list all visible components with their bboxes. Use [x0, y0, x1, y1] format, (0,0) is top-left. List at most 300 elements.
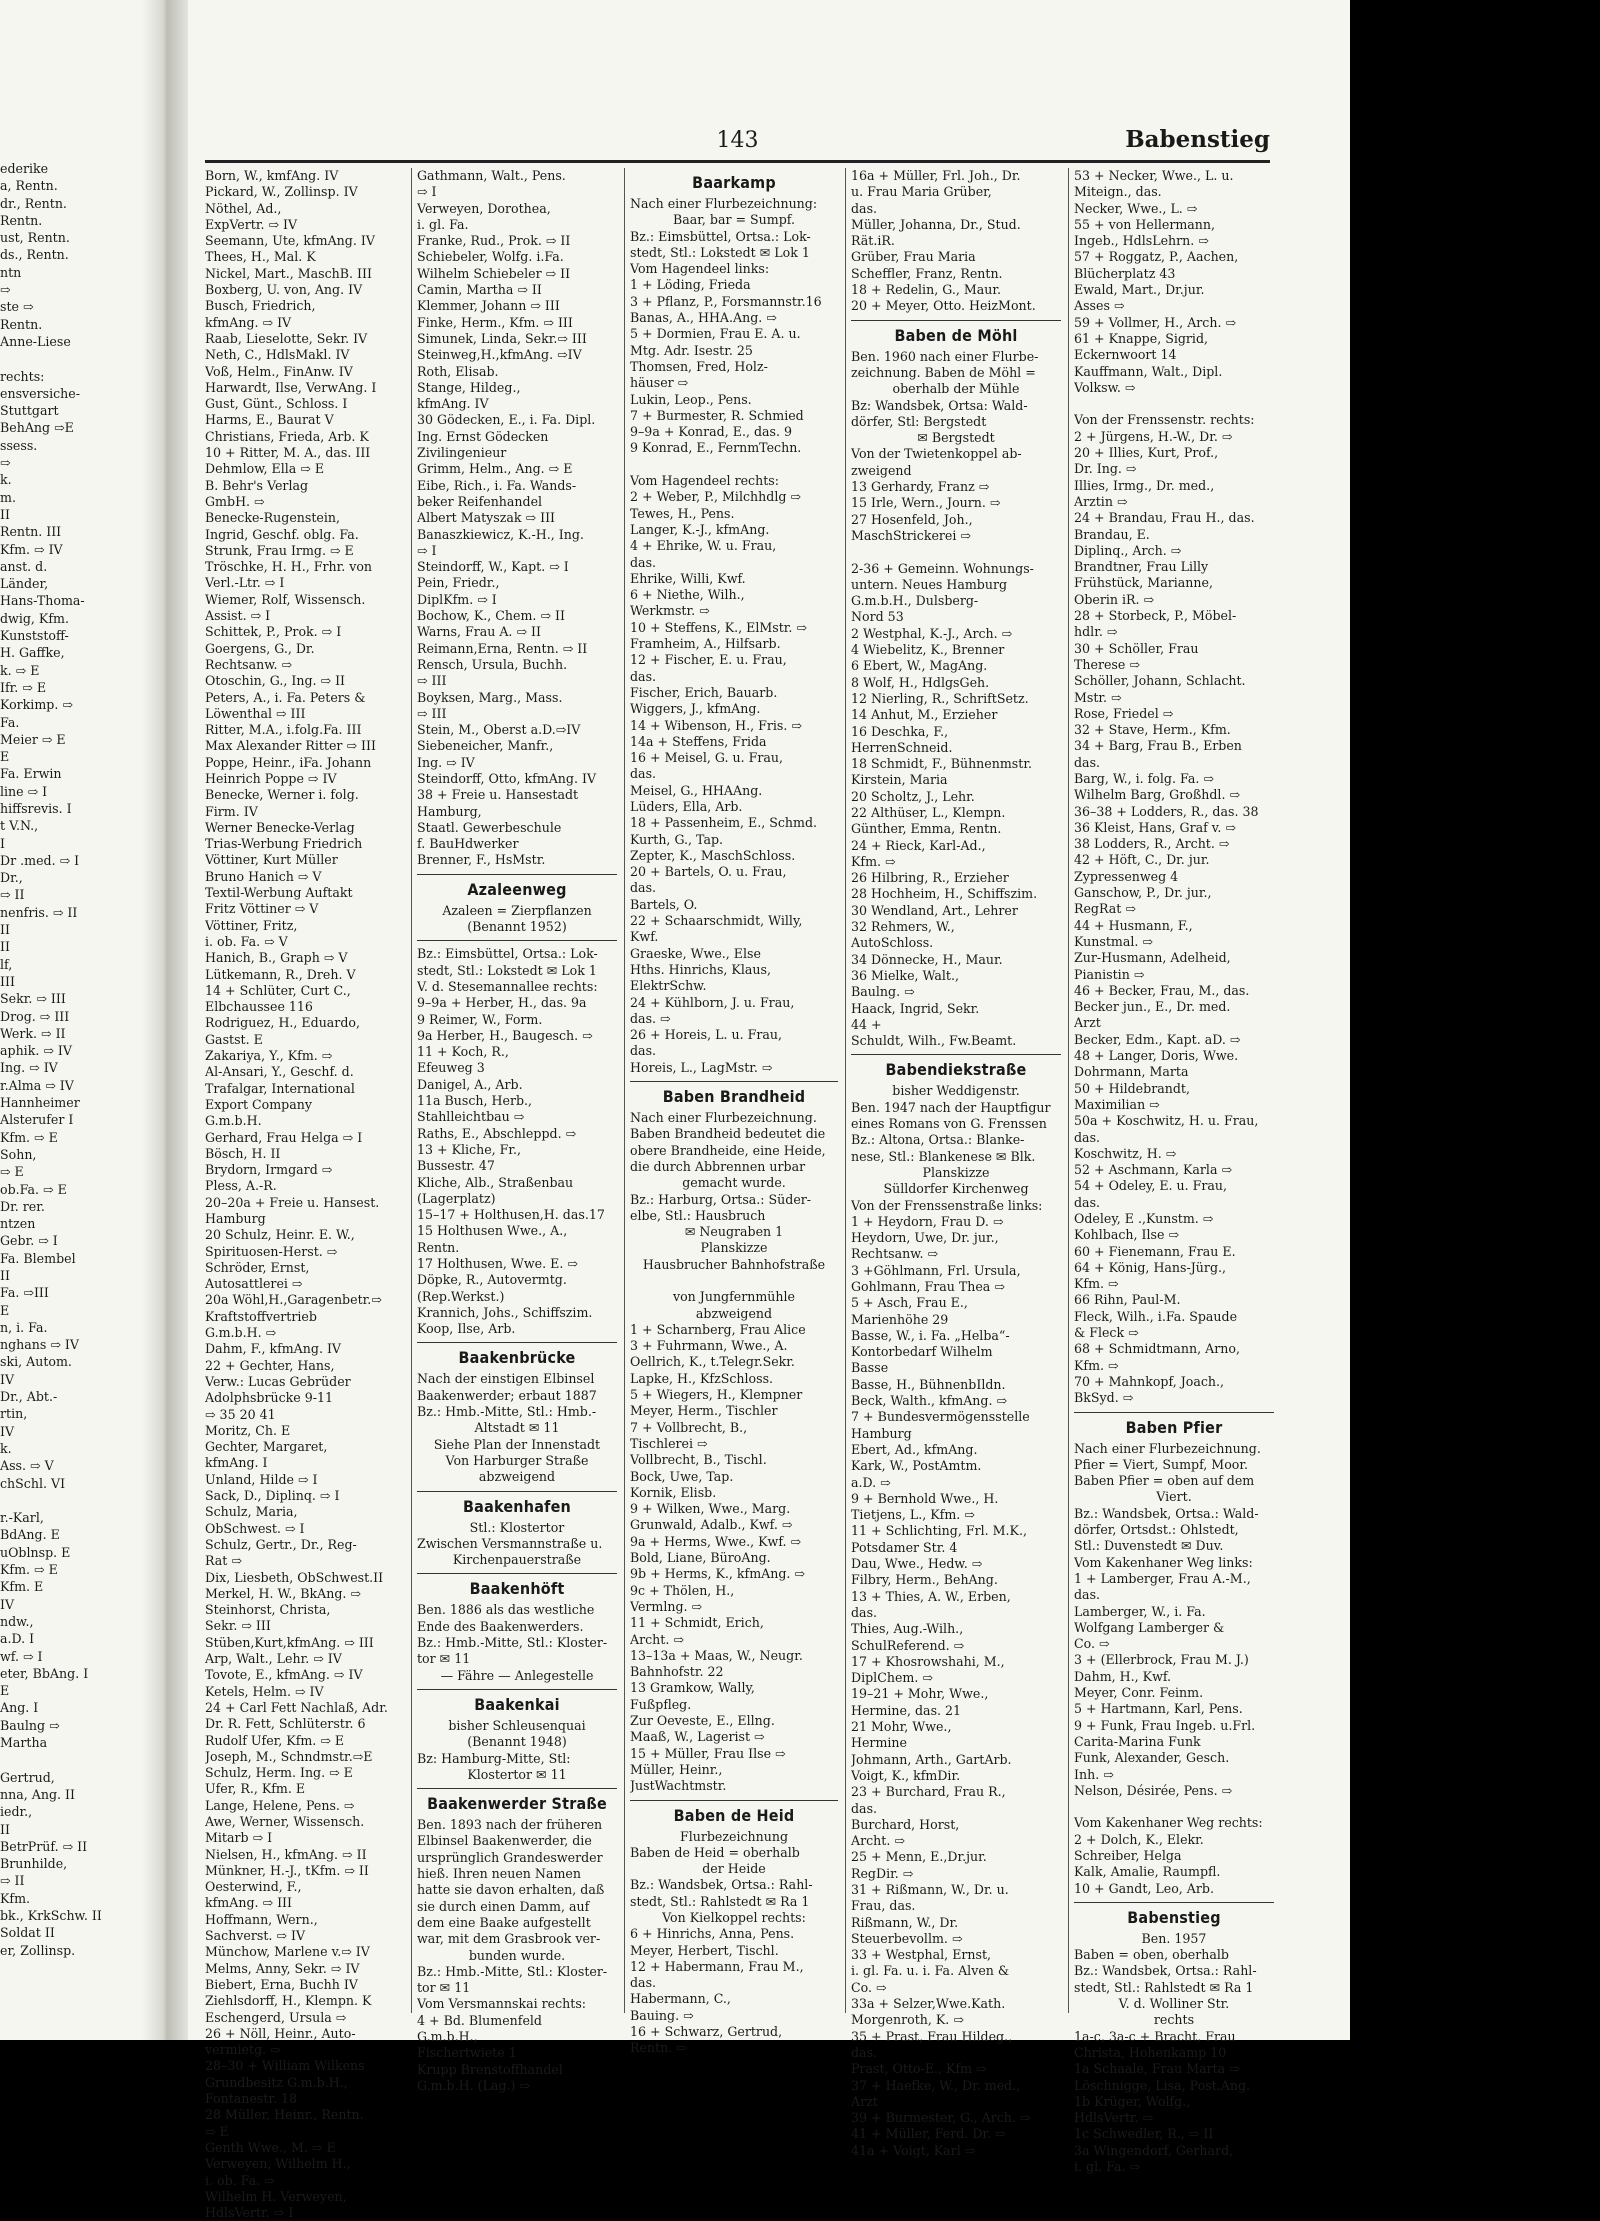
entry-line: 64 + König, Hans-Jürg.,	[1074, 1259, 1227, 1275]
entry-line: G.m.b.H., Dulsberg-	[851, 593, 979, 609]
entry-line: 15 Holthusen Wwe., A.,	[417, 1223, 568, 1239]
entry-line: Hamburg,	[417, 803, 482, 819]
entry-line: 48 + Langer, Doris, Wwe.	[1074, 1048, 1239, 1064]
entry-line: Gathmann, Walt., Pens.	[417, 168, 566, 183]
street-note: oberhalb der Mühle	[892, 381, 1020, 397]
strip-line: ntn	[0, 264, 22, 280]
entry-line: hatte sie davon erhalten, daß	[417, 1882, 605, 1898]
strip-line: wf. ⇨ I	[0, 1648, 43, 1664]
strip-line: Werk. ⇨ II	[0, 1025, 66, 1041]
street-heading: Azaleenweg	[467, 879, 567, 899]
entry-line: 46 + Becker, Frau, M., das.	[1074, 982, 1250, 998]
entry-line: Vollbrecht, B., Tischl.	[630, 1452, 767, 1468]
entry-line: Eckernwoort 14	[1074, 347, 1177, 363]
entry-line: Krannich, Johs., Schiffszim.	[417, 1304, 593, 1320]
entry-line: i. gl. Fa. u. i. Fa. Alven &	[851, 1963, 1010, 1979]
entry-line: 17 Holthusen, Wwe. E. ⇨	[417, 1256, 578, 1271]
entry-line: 22 + Gechter, Hans,	[205, 1357, 335, 1373]
entry-line: Schöller, Johann, Schlacht.	[1074, 673, 1246, 689]
entry-line: 18 Schmidt, F., Bühnenmstr.	[851, 756, 1032, 772]
entry-line: Stl.: Duvenstedt ✉ Duv.	[1074, 1538, 1224, 1554]
entry-line: Poppe, Heinr., iFa. Johann	[205, 754, 372, 770]
entry-line: Melms, Anny, Sekr. ⇨ IV	[205, 1960, 360, 1976]
entry-line: G.m.b.H.,	[417, 2028, 478, 2044]
entry-line: Schröder, Ernst,	[205, 1259, 310, 1275]
entry-line: 19–21 + Mohr, Wwe.,	[851, 1686, 989, 1702]
entry-line: 9 Reimer, W., Form.	[417, 1011, 543, 1027]
entry-line: GmbH. ⇨	[205, 493, 265, 509]
strip-line: Kfm. ⇨ E	[0, 1129, 58, 1145]
entry-line: 7 + Bundesvermögensstelle	[851, 1409, 1030, 1425]
entry-line: 3 + Pflanz, P., Forsmannstr.16	[630, 293, 822, 309]
entry-line: Lüders, Ella, Arb.	[630, 798, 743, 814]
street-note: Siehe Plan der Innenstadt	[433, 1436, 601, 1452]
entry-line: 44 + Husmann, F.,	[1074, 917, 1193, 933]
strip-line: anst. d.	[0, 558, 48, 574]
entry-line: Sachverst. ⇨ IV	[205, 1928, 306, 1944]
entry-line: Stüben,Kurt,kfmAng. ⇨ III	[205, 1634, 374, 1650]
strip-line: Dr. rer.	[0, 1198, 45, 1214]
section-rule	[417, 1788, 617, 1789]
entry-line	[630, 457, 838, 473]
entry-line: 5 + Hartmann, Karl, Pens.	[1074, 1701, 1243, 1717]
entry-line: 24 + Rieck, Karl-Ad.,	[851, 837, 986, 853]
entry-line: das.	[630, 766, 657, 782]
entry-line: Haack, Ingrid, Sekr.	[851, 1000, 980, 1016]
street-note: Klostertor ✉ 11	[467, 1766, 567, 1782]
entry-line: Vom Hagendeel links:	[630, 261, 770, 277]
strip-line: m.	[0, 489, 16, 505]
strip-line: Kfm. ⇨ E	[0, 1562, 58, 1578]
entry-line: ⇨ I	[417, 542, 437, 558]
entry-line: Von der Frenssenstr. rechts:	[1074, 412, 1255, 428]
strip-line: ⇨ E	[0, 1164, 24, 1180]
strip-line	[0, 1492, 142, 1509]
entry-line: i. gl. Fa.	[417, 216, 469, 232]
entry-line: Pickard, W., Zollinsp. IV	[205, 184, 358, 200]
entry-line: Raab, Lieselotte, Sekr. IV	[205, 330, 368, 346]
entry-line: Arzt	[1074, 1015, 1101, 1031]
entry-line: 1 + Scharnberg, Frau Alice	[630, 1321, 806, 1337]
entry-line: 14 + Schlüter, Curt C.,	[205, 982, 351, 998]
entry-line: Beck, Walth., kfmAng. ⇨	[851, 1393, 1008, 1409]
strip-line: ⇨ II	[0, 1873, 25, 1889]
entry-line: Hamburg	[205, 1211, 266, 1226]
column-divider	[1068, 168, 1069, 2013]
entry-line: Firm. IV	[205, 803, 258, 819]
entry-line: 66 Rihn, Paul-M.	[1074, 1292, 1181, 1308]
entry-line: 37 + Haefke, W., Dr. med.,	[851, 2077, 1021, 2093]
entry-line: 13 + Thies, A. W., Erben,	[851, 1588, 1011, 1604]
entry-line: Meyer, Herm., Tischler	[630, 1403, 778, 1419]
entry-line: Raths, E., Abschleppd. ⇨	[417, 1125, 577, 1141]
entry-line: Vom Kakenhaner Weg rechts:	[1074, 1815, 1263, 1831]
entry-line: Trias-Werbung Friedrich	[205, 836, 363, 852]
column-1	[205, 168, 405, 2221]
entry-line: Kurth, G., Tap.	[630, 831, 724, 847]
entry-line: Gechter, Margaret,	[205, 1439, 328, 1455]
entry-line: Verl.-Ltr. ⇨ I	[205, 575, 285, 591]
section-rule	[417, 1491, 617, 1492]
entry-line: 3 + (Ellerbrock, Frau M. J.)	[1074, 1652, 1249, 1668]
entry-line: 6 + Niethe, Wilh.,	[630, 587, 745, 603]
entry-line: 26 + Horeis, L. u. Frau,	[630, 1027, 782, 1043]
entry-line: Morgenroth, K. ⇨	[851, 2012, 964, 2028]
entry-line: Staatl. Gewerbeschule	[417, 819, 562, 835]
entry-line: Kunstmal. ⇨	[1074, 933, 1153, 949]
entry-line: u. Frau Maria Grüber,	[851, 184, 992, 200]
entry-line: 22 + Schaarschmidt, Willy,	[630, 913, 803, 929]
entry-line: Lukin, Leop., Pens.	[630, 391, 752, 407]
strip-line: Meier ⇨ E	[0, 731, 66, 747]
entry-line: ⇨ I	[417, 184, 437, 200]
column-divider	[624, 168, 625, 2013]
entry-line: nese, Stl.: Blankenese ✉ Blk.	[851, 1148, 1036, 1164]
entry-line: Inh. ⇨	[1074, 1766, 1114, 1782]
entry-line: 12 + Habermann, Frau M.,	[630, 1958, 804, 1974]
entry-line: 30 Wendland, Art., Lehrer	[851, 902, 1018, 918]
entry-line: Steindorff, Otto, kfmAng. IV	[417, 770, 597, 786]
strip-line: I	[0, 835, 5, 851]
section-rule	[417, 1689, 617, 1690]
entry-line: Graeske, Wwe., Else	[630, 945, 761, 961]
street-heading: Baben Brandheid	[662, 1087, 806, 1107]
strip-line: er, Zollinsp.	[0, 1942, 76, 1958]
entry-line: Bz.: Altona, Ortsa.: Blanke-	[851, 1132, 1025, 1148]
entry-line: Barg, W., i. folg. Fa. ⇨	[1074, 770, 1214, 786]
entry-line: Boyksen, Marg., Mass.	[417, 689, 563, 705]
entry-line: 9c + Thölen, H.,	[630, 1582, 735, 1598]
entry-line: RegDir. ⇨	[851, 1865, 914, 1881]
entry-line: Bruno Hanich ⇨ V	[205, 868, 322, 884]
entry-line: 33a + Selzer,Wwe.Kath.	[851, 1996, 1006, 2012]
strip-line: Stuttgart	[0, 403, 59, 419]
entry-line: Lamberger, W., i. Fa.	[1074, 1603, 1206, 1619]
entry-line: Baben Pfier = oben auf dem	[1074, 1473, 1255, 1489]
entry-line: Arp, Walt., Lehr. ⇨ IV	[205, 1651, 342, 1667]
entry-line: dörfer, Stl: Bergstedt	[851, 413, 987, 429]
entry-line: Moritz, Ch. E	[205, 1422, 291, 1438]
entry-line: Odeley, E .,Kunstm. ⇨	[1074, 1211, 1214, 1226]
street-note: — Fähre — Anlegestelle	[440, 1667, 594, 1683]
entry-line: Necker, Wwe., L. ⇨	[1074, 200, 1198, 216]
strip-line: Fa.	[0, 714, 20, 730]
entry-line: Carita-Marina Funk	[1074, 1733, 1201, 1749]
entry-line: 3 + Fuhrmann, Wwe., A.	[630, 1338, 788, 1354]
street-note: Baar, bar = Sumpf.	[672, 212, 796, 228]
entry-line: hdlr. ⇨	[1074, 624, 1118, 640]
entry-line: Bochow, K., Chem. ⇨ II	[417, 608, 565, 624]
entry-line: Zakariya, Y., Kfm. ⇨	[205, 1048, 333, 1064]
entry-line: 30 + Schöller, Frau	[1074, 640, 1199, 656]
entry-line: Ketels, Helm. ⇨ IV	[205, 1683, 324, 1699]
entry-line: Fleck, Wilh., i.Fa. Spaude	[1074, 1308, 1238, 1324]
entry-line: Elbinsel Baakenwerder, die	[417, 1833, 592, 1849]
entry-line: Benecke-Rugenstein,	[205, 510, 341, 526]
entry-line: 50a + Koschwitz, H. u. Frau,	[1074, 1113, 1259, 1129]
entry-line: Hamburg	[851, 1425, 912, 1441]
entry-line: Miteign., das.	[1074, 184, 1162, 200]
entry-line: Bz.: Wandsbek, Ortsa.: Rahl-	[1074, 1963, 1257, 1979]
entry-line: Simunek, Linda, Sekr.⇨ III	[417, 330, 587, 346]
entry-line: i. ob. Fa. ⇨ V	[205, 933, 288, 949]
entry-line: stedt, Stl.: Lokstedt ✉ Lok 1	[417, 962, 597, 978]
entry-line: 30 Gödecken, E., i. Fa. Dipl.	[417, 412, 596, 428]
entry-line: Rensch, Ursula, Buchh.	[417, 656, 568, 672]
entry-line: Harwardt, Ilse, VerwAng. I	[205, 379, 377, 395]
strip-line: Martha	[0, 1735, 48, 1751]
entry-line: 38 Lodders, R., Archt. ⇨	[1074, 836, 1230, 852]
entry-line: 1a-c, 3a-c + Bracht, Frau	[1074, 2028, 1236, 2044]
entry-line: Frau, das.	[851, 1898, 916, 1914]
entry-line: 4 Wiebelitz, K., Brenner	[851, 642, 1005, 658]
strip-line: nenfris. ⇨ II	[0, 904, 78, 920]
entry-line: Ufer, R., Kfm. E	[205, 1781, 306, 1797]
entry-line: Ing. Ernst Gödecken	[417, 428, 549, 444]
entry-line: Pianistin ⇨	[1074, 966, 1145, 982]
entry-line: Schittek, P., Prok. ⇨ I	[205, 624, 342, 640]
entry-line: Baben Brandheid bedeutet die	[630, 1126, 826, 1142]
strip-line: Gertrud,	[0, 1769, 55, 1785]
street-note: Stl.: Klostertor	[469, 1519, 565, 1535]
strip-line: hiffsrevis. I	[0, 800, 72, 816]
entry-line: das.	[1074, 1194, 1101, 1210]
entry-line: Johmann, Arth., GartArb.	[851, 1751, 1012, 1767]
entry-line: Ing. ⇨ IV	[417, 754, 475, 770]
entry-line	[630, 1273, 838, 1289]
strip-line: Rentn.	[0, 212, 43, 228]
entry-line: Heydorn, Uwe, Dr. jur.,	[851, 1230, 999, 1246]
entry-line: f. BauHdwerker	[417, 836, 519, 852]
entry-line: 13–13a + Maas, W., Neugr.	[630, 1647, 803, 1663]
entry-line: Rechtsanw. ⇨	[205, 656, 293, 672]
entry-line: Pein, Friedr.,	[417, 575, 500, 591]
entry-line: ExpVertr. ⇨ IV	[205, 216, 298, 232]
entry-line: Archt. ⇨	[851, 1833, 905, 1849]
strip-line: Soldat II	[0, 1925, 55, 1941]
entry-line: 26 Hilbring, R., Erzieher	[851, 870, 1009, 886]
entry-line: BkSyd. ⇨	[1074, 1390, 1134, 1406]
entry-line	[851, 544, 1061, 560]
entry-line: Goergens, G., Dr.	[205, 640, 315, 656]
entry-line: 9 + Wilken, Wwe., Marg.	[630, 1501, 791, 1517]
adjacent-page-strip	[0, 160, 142, 1959]
entry-line: Bz.: Harburg, Ortsa.: Süder-	[630, 1191, 812, 1207]
entry-line: Prast, Otto-E., Kfm ⇨	[851, 2061, 987, 2077]
entry-line: Gastst. E	[205, 1031, 263, 1047]
entry-line: kfmAng. ⇨ III	[205, 1895, 292, 1911]
entry-line: 42 + Höft, C., Dr. jur.	[1074, 852, 1210, 868]
entry-line: 14a + Steffens, Frida	[630, 733, 767, 749]
entry-line: stedt, Stl.: Rahlstedt ✉ Ra 1	[1074, 1979, 1254, 1995]
street-note: bisher Schleusenquai	[448, 1717, 586, 1733]
entry-line: Kornik, Elisb.	[630, 1484, 717, 1500]
entry-line: Baakenwerder; erbaut 1887	[417, 1387, 597, 1403]
strip-line: Baulng ⇨	[0, 1717, 60, 1733]
entry-line: Wiggers, J., kfmAng.	[630, 701, 761, 717]
entry-line: DiplKfm. ⇨ I	[417, 591, 497, 607]
strip-line: ederike	[0, 161, 49, 176]
entry-line: Awe, Werner, Wissensch.	[205, 1813, 365, 1829]
entry-line: 14 Anhut, M., Erzieher	[851, 707, 998, 723]
entry-line: 18 + Passenheim, E., Schmd.	[630, 815, 818, 831]
street-note: Sülldorfer Kirchenweg	[883, 1181, 1029, 1197]
entry-line: 55 + von Hellermann,	[1074, 216, 1216, 232]
entry-line: Neth, C., HdlsMakl. IV	[205, 347, 350, 363]
section-rule	[417, 940, 617, 941]
entry-line: das.	[851, 1800, 878, 1816]
entry-line: 16 Deschka, F.,	[851, 723, 949, 739]
entry-line: das.	[851, 200, 878, 216]
street-note: rechts	[1153, 2012, 1195, 2028]
entry-line: Schreiber, Helga	[1074, 1847, 1182, 1863]
entry-line: Rißmann, W., Dr.	[851, 1914, 959, 1930]
strip-line: n, i. Fa.	[0, 1319, 48, 1335]
entry-line: Autosattlerei ⇨	[205, 1276, 303, 1292]
entry-line: 20–20a + Freie u. Hansest.	[205, 1194, 380, 1210]
entry-line: Maximilian ⇨	[1074, 1096, 1160, 1112]
entry-line: Biebert, Erna, Buchh IV	[205, 1976, 358, 1992]
entry-line: Vom Kakenhaner Weg links:	[1074, 1554, 1253, 1570]
entry-line: Hoffmann, Wern.,	[205, 1911, 318, 1927]
strip-line: ste ⇨	[0, 299, 34, 315]
strip-line: bk., KrkSchw. II	[0, 1907, 102, 1923]
strip-line: ⇨	[0, 455, 11, 471]
entry-line: Merkel, H. W., BkAng. ⇨	[205, 1585, 361, 1601]
entry-line: Therese ⇨	[1074, 656, 1140, 672]
entry-line: 28–30 + William Wilkens	[205, 2058, 365, 2074]
entry-line: 15 + Müller, Frau Ilse ⇨	[630, 1745, 786, 1761]
entry-line: Grundbesitz G.m.b.H.,	[205, 2074, 348, 2090]
entry-line: war, mit dem Grasbrook ver-	[417, 1931, 601, 1947]
entry-line: 9 Konrad, E., FernmTechn.	[630, 440, 802, 456]
entry-line: das.	[630, 1975, 657, 1991]
entry-line: Camin, Martha ⇨ II	[417, 282, 542, 298]
entry-line: Banaszkiewicz, K.-H., Ing.	[417, 526, 584, 542]
entry-line: Efeuweg 3	[417, 1060, 485, 1076]
entry-line: Burchard, Horst,	[851, 1816, 960, 1832]
entry-line: 20 + Illies, Kurt, Prof.,	[1074, 445, 1219, 461]
entry-line: Benecke, Werner i. folg.	[205, 787, 359, 803]
entry-line: 53 + Necker, Wwe., L. u.	[1074, 168, 1234, 183]
entry-line	[1074, 396, 1274, 412]
entry-line: Rentn. ⇨	[630, 2040, 687, 2056]
strip-line: IV	[0, 1423, 15, 1439]
entry-line: das.	[1074, 754, 1101, 770]
entry-line: Nelson, Désirée, Pens. ⇨	[1074, 1782, 1233, 1798]
strip-line: BetrPrüf. ⇨ II	[0, 1838, 88, 1854]
entry-line: Sekr. ⇨ III	[205, 1618, 271, 1634]
entry-line: Bz.: Hmb.-Mitte, Stl.: Kloster-	[417, 1963, 608, 1979]
entry-line: Nach einer Flurbezeichnung.	[630, 1110, 817, 1126]
strip-line: Hannheimer	[0, 1095, 80, 1111]
strip-line: a.D. I	[0, 1631, 35, 1647]
entry-line: Löschnigge, Lisa, Post.Ang.	[1074, 2077, 1251, 2093]
entry-line: untern. Neues Hamburg	[851, 576, 1008, 592]
entry-line: 1 + Lamberger, Frau A.-M.,	[1074, 1570, 1251, 1586]
entry-line: elbe, Stl.: Hausbruch	[630, 1207, 766, 1223]
strip-line: nna, Ang. II	[0, 1786, 75, 1802]
entry-line: 20a Wöhl,H.,Garagenbetr.⇨	[205, 1292, 382, 1308]
column-3	[630, 168, 838, 2057]
entry-line: 16a + Müller, Frl. Joh., Dr.	[851, 168, 1021, 183]
entry-line: RegRat ⇨	[1074, 901, 1136, 917]
entry-line: Hanich, B., Graph ⇨ V	[205, 950, 348, 966]
entry-line: Fischertwiete 1	[417, 2045, 517, 2061]
street-heading: Babendiekstraße	[885, 1060, 1027, 1080]
entry-line: Klemmer, Johann ⇨ III	[417, 298, 560, 314]
entry-line: Grunwald, Adalb., Kwf. ⇨	[630, 1517, 793, 1533]
street-heading: Baakenhöft	[469, 1579, 565, 1599]
street-heading: Baakenhafen	[463, 1496, 571, 1516]
column-divider	[411, 168, 412, 2013]
entry-line: Dehmlow, Ella ⇨ E	[205, 461, 325, 477]
entry-line: Dr. R. Fett, Schlüterstr. 6	[205, 1716, 366, 1732]
entry-line: Meisel, G., HHAAng.	[630, 782, 763, 798]
entry-line: Schulz, Herm. Ing. ⇨ E	[205, 1765, 353, 1781]
entry-line: Bz: Hamburg-Mitte, Stl:	[417, 1750, 571, 1766]
entry-line: Rechtsanw. ⇨	[851, 1246, 939, 1262]
entry-line: Ben. 1893 nach der früheren	[417, 1817, 603, 1833]
strip-line: II	[0, 922, 10, 938]
entry-line: Kfm. ⇨	[1074, 1357, 1119, 1373]
entry-line: 20 Scholtz, J., Lehr.	[851, 788, 975, 804]
entry-line: Rentn.	[417, 1239, 460, 1255]
entry-line: Kark, W., PostAmtm.	[851, 1458, 982, 1474]
entry-line: i. ob. Fa. ⇨	[205, 2172, 275, 2188]
entry-line: ursprünglich Grandeswerder	[417, 1849, 603, 1865]
entry-line: das. ⇨	[630, 1010, 671, 1026]
entry-line: 9–9a + Herber, H., das. 9a	[417, 995, 587, 1011]
entry-line: 5 + Asch, Frau E.,	[851, 1295, 968, 1311]
entry-line: Wilhelm Barg, Großhdl. ⇨	[1074, 787, 1241, 803]
entry-line: Nach der einstigen Elbinsel	[417, 1371, 595, 1387]
entry-line: Basse, W., i. Fa. „Helba“-	[851, 1327, 1010, 1343]
entry-line: Wiemer, Rolf, Wissensch.	[205, 591, 366, 607]
entry-line: zeichnung. Baben de Möhl =	[851, 364, 1036, 380]
entry-line: 26 + Nöll, Heinr., Auto-	[205, 2025, 356, 2041]
entry-line: 9–9a + Konrad, E., das. 9	[630, 424, 793, 440]
entry-line: Kfm. ⇨	[851, 853, 896, 869]
entry-line: 4 + Ehrike, W. u. Frau,	[630, 538, 777, 554]
entry-line: 28 + Storbeck, P., Möbel-	[1074, 608, 1237, 624]
street-note: ✉ Bergstedt	[917, 430, 995, 446]
entry-line: zweigend	[851, 462, 912, 478]
entry-line: Werner Benecke-Verlag	[205, 819, 355, 835]
entry-line: 1b Krüger, Wolfg.,	[1074, 2093, 1191, 2109]
street-heading: Baben de Heid	[673, 1805, 795, 1825]
entry-line: Vöttiner, Fritz,	[205, 917, 298, 933]
column-2	[417, 168, 617, 2094]
entry-line: Pless, A.-R.	[205, 1178, 277, 1194]
entry-line: das.	[630, 554, 657, 570]
entry-line: Nielsen, H., kfmAng. ⇨ II	[205, 1846, 367, 1862]
entry-line: 4 + Bd. Blumenfeld	[417, 2012, 542, 2028]
entry-line: 61 + Knappe, Sigrid,	[1074, 330, 1209, 346]
entry-line: kfmAng. ⇨ IV	[205, 314, 292, 330]
entry-line: Assist. ⇨ I	[205, 608, 271, 624]
entry-line: Steuerbevollm. ⇨	[851, 1930, 963, 1946]
entry-line: kfmAng. I	[205, 1455, 268, 1471]
entry-line: 21 Mohr, Wwe.,	[851, 1719, 952, 1735]
entry-line: Potsdamer Str. 4	[851, 1539, 958, 1555]
entry-line: 41 + Müller, Ferd. Dr. ⇨	[851, 2126, 1006, 2142]
strip-line: ust, Rentn.	[0, 230, 70, 246]
entry-line: Elbchaussee 116	[205, 999, 313, 1015]
entry-line: & Fleck ⇨	[1074, 1325, 1139, 1341]
entry-line: Filbry, Herm., BehAng.	[851, 1572, 998, 1588]
entry-line: Lange, Helene, Pens. ⇨	[205, 1797, 355, 1813]
